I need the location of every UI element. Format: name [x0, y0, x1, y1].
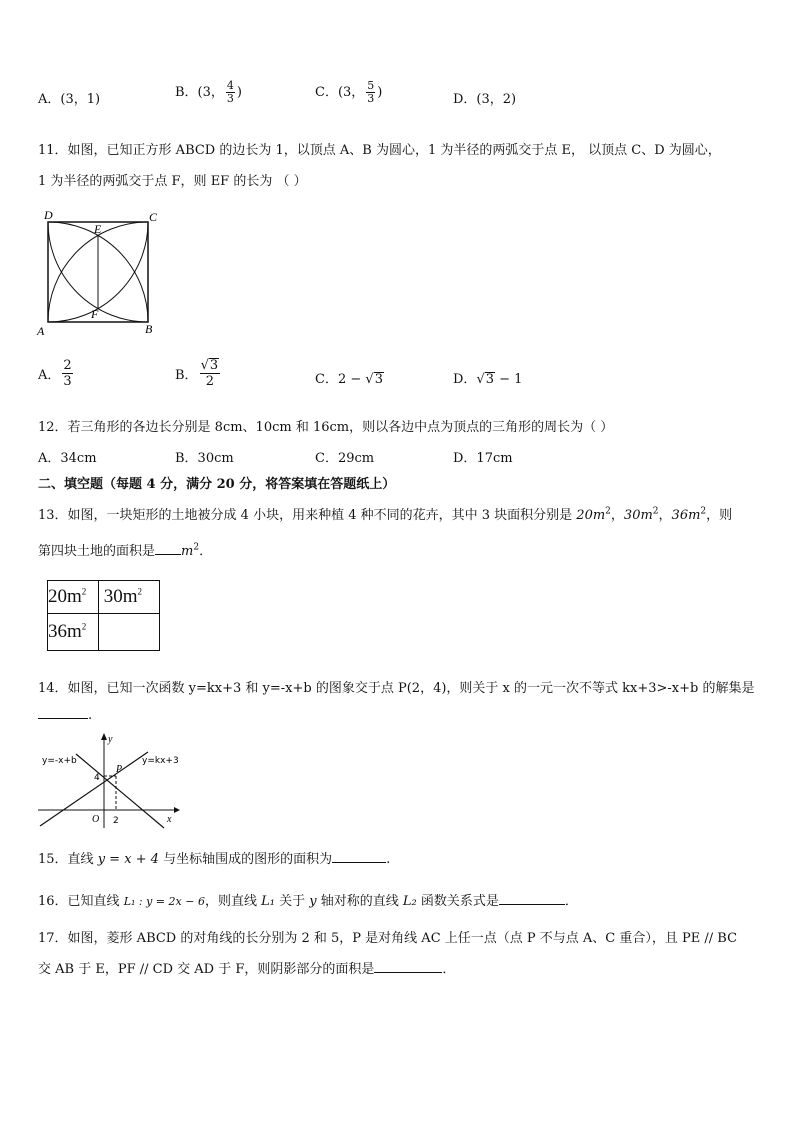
q12-option-c: C．29cm: [315, 451, 375, 466]
q13-question-line1: 13．如图，一块矩形的土地被分成 4 小块，用来种植 4 种不同的花卉，其中 3 块面积分别是 $20m^2$，$30m^2$，$36m^2$，则: [38, 506, 733, 523]
q13-cell-36: $36m^2$: [48, 614, 99, 651]
q16-question: 16．已知直线 L₁ : y = 2x − 6，则直线 L₁ 关于 y 轴对称的直线 L₂ 函数关系式是 ．: [38, 894, 578, 909]
q10-option-d: D．(3，2): [453, 92, 517, 107]
section-2-heading: 二、填空题（每题 4 分，满分 20 分，将答案填在答题纸上）: [38, 477, 396, 492]
q14-label-p: P: [116, 764, 123, 775]
q11-label-a: A: [37, 324, 45, 338]
q10-option-b: B．(3， $\frac{4}{3}$ ): [175, 79, 242, 105]
q15-question: 15．直线 y = x + 4 与坐标轴围成的图形的面积为 .: [38, 852, 391, 867]
q11-label-e: E: [94, 222, 102, 236]
q17-question-line2: 交 AB 于 E，PF // CD 交 AD 于 F，则阴影部分的面积是 ．: [38, 962, 456, 977]
q17-question-line1: 17．如图，菱形 ABCD 的对角线的长分别为 2 和 5，P 是对角线 AC 上任一点（点 P 不与点 A、C 重合），且 PE // BC: [38, 931, 738, 946]
q11-option-d: D．√3 − 1: [453, 372, 523, 387]
q11-label-f: F: [91, 307, 99, 321]
q14-label-origin: O: [92, 814, 100, 825]
q11-option-b: B． $\frac{√3}{2}$: [175, 358, 219, 389]
q11-label-c: C: [149, 210, 158, 224]
q14-label-right: y=kx+3: [142, 756, 179, 766]
q10-option-c: C．(3， $\frac{5}{3}$ ): [315, 79, 383, 105]
q11-option-c: C．2 − √3: [315, 372, 383, 387]
q13-cell-20: $20m^2$: [48, 581, 99, 614]
q11-label-d: D: [44, 208, 53, 222]
q14-graph-figure: [36, 730, 186, 832]
q14-label-x: x: [167, 814, 172, 825]
q13-question-line2: 第四块土地的面积是 $m^2$．: [38, 542, 213, 559]
q14-label-2: 2: [113, 816, 119, 826]
q12-option-a: A．34cm: [38, 451, 97, 466]
q11-option-a: A． $\frac{2}{3}$: [38, 358, 72, 389]
q11-question-line2: 1 为半径的两弧交于点 F，则 EF 的长为 （ ）: [38, 174, 307, 189]
q12-option-b: B．30cm: [175, 451, 234, 466]
q14-question-line2: .: [38, 708, 92, 723]
q11-square-figure: [34, 208, 164, 338]
q14-label-y: y: [108, 734, 113, 745]
q12-option-d: D．17cm: [453, 451, 513, 466]
q14-label-left: y=-x+b: [42, 756, 77, 766]
q13-land-grid: [47, 580, 160, 651]
q12-question: 12．若三角形的各边长分别是 8cm、10cm 和 16cm，则以各边中点为顶点的三角形的周长为（ ）: [38, 420, 614, 435]
q10-option-a: A．(3，1): [38, 92, 101, 107]
q11-question-line1: 11．如图，已知正方形 ABCD 的边长为 1，以顶点 A、B 为圆心，1 为半径的两弧交于点 E， 以顶点 C、D 为圆心，: [38, 143, 721, 158]
q11-label-b: B: [145, 322, 153, 336]
q14-label-4: 4: [94, 773, 100, 783]
q13-cell-30: $30m^2$: [99, 581, 160, 614]
q14-question-line1: 14．如图，已知一次函数 y=kx+3 和 y=-x+b 的图象交于点 P(2，4)，则关于 x 的一元一次不等式 kx+3>-x+b 的解集是: [38, 681, 755, 696]
q13-cell-unknown: [99, 614, 160, 651]
